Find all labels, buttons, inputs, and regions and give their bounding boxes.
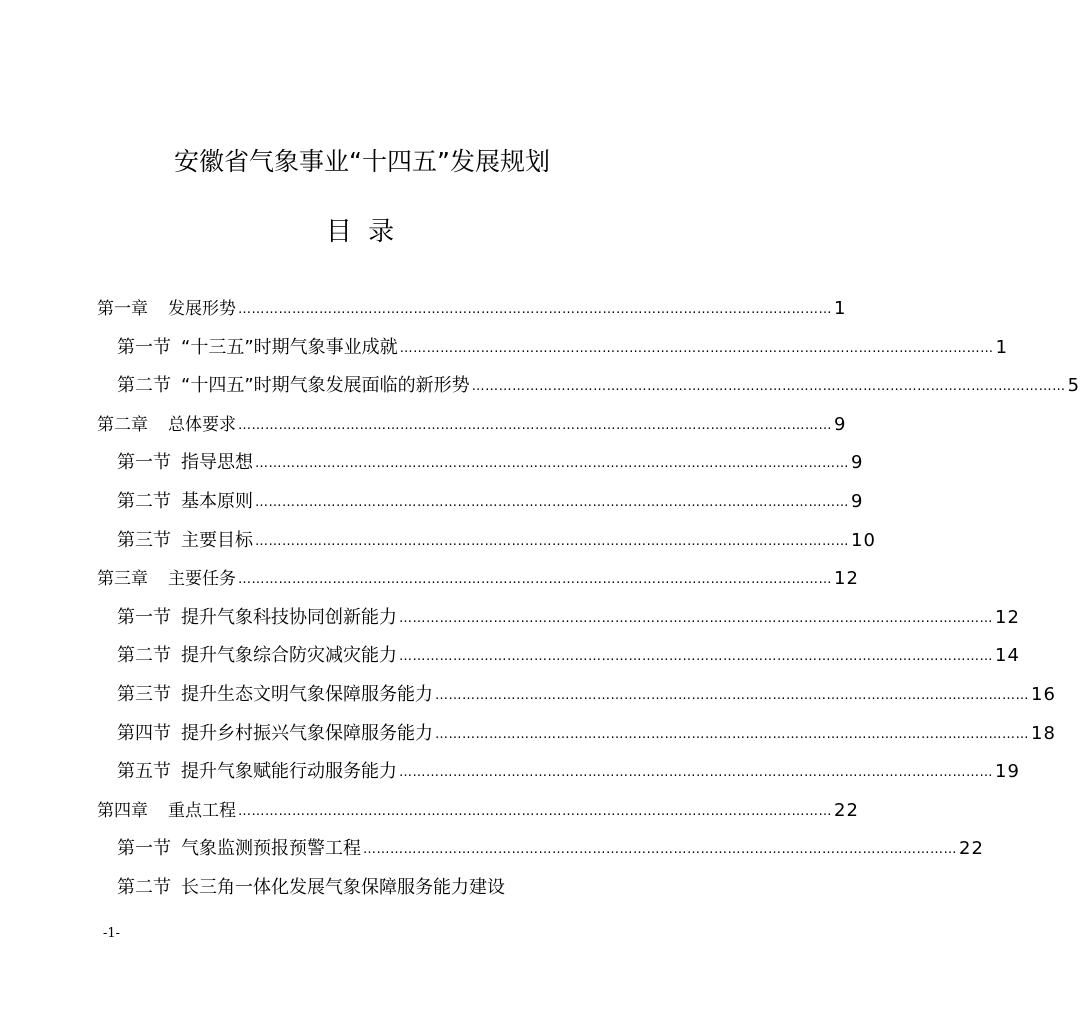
toc-dot-leader: …………………………………………………………………………………………………………………… — [255, 495, 849, 510]
toc-dot-leader: …………………………………………………………………………………………………………………… — [399, 340, 994, 356]
toc-entry-label — [117, 607, 397, 631]
toc-page-number: 10 — [851, 529, 876, 551]
toc-entry-number: 第一节 — [117, 452, 171, 474]
toc-chapter-entry[interactable] — [97, 562, 859, 592]
toc-entry-label — [117, 838, 361, 862]
toc-entry-title: “十三五”时期气象事业成就 — [181, 336, 398, 358]
toc-page-number: 1 — [834, 298, 847, 319]
toc-entry-label — [97, 800, 236, 824]
toc-dot-leader: …………………………………………………………………………………………………………………… — [399, 610, 993, 626]
toc-section-entry[interactable] — [117, 369, 1080, 399]
toc-section-entry[interactable] — [117, 524, 876, 554]
toc-entry-number: 第四章 — [97, 800, 148, 821]
toc-section-entry[interactable] — [117, 755, 1020, 785]
toc-page-number: 12 — [995, 606, 1020, 628]
toc-section-entry[interactable] — [117, 678, 1056, 708]
toc-entry-label — [117, 452, 253, 476]
toc-entry-title: 气象监测预报预警工程 — [181, 838, 361, 860]
toc-dot-leader: …………………………………………………………………………………………………………………… — [238, 302, 832, 317]
toc-entry-label — [117, 491, 253, 515]
document-title: 安徽省气象事业“十四五”发展规划 — [174, 147, 550, 176]
toc-page-number: 12 — [834, 568, 859, 590]
toc-entry-title: 基本原则 — [181, 491, 253, 512]
toc-entry-number: 第三节 — [117, 529, 171, 551]
toc-dot-leader: …………………………………………………………………………………………………………………… — [255, 456, 849, 472]
toc-dot-leader: …………………………………………………………………………………………………………………… — [435, 726, 1029, 742]
toc-section-entry[interactable] — [117, 717, 1056, 747]
toc-chapter-entry[interactable] — [97, 292, 847, 322]
toc-entry-title: “十四五”时期气象发展面临的新形势 — [181, 375, 470, 397]
toc-entry-title: 提升气象科技协同创新能力 — [181, 606, 397, 628]
toc-page-number: 22 — [834, 799, 859, 821]
toc-entry-number: 第二节 — [117, 375, 171, 397]
toc-dot-leader: …………………………………………………………………………………………………………………… — [238, 572, 832, 588]
toc-entry-label — [117, 375, 470, 399]
toc-dot-leader: …………………………………………………………………………………………………………………… — [399, 649, 993, 665]
toc-dot-leader: …………………………………………………………………………………………………………………… — [238, 417, 832, 433]
toc-page-number: 1 — [995, 336, 1009, 358]
toc-entry-label — [97, 414, 236, 438]
toc-section-entry[interactable] — [117, 446, 864, 476]
toc-entry-label — [97, 298, 236, 322]
toc-entry-title: 提升生态文明气象保障服务能力 — [181, 684, 433, 705]
toc-entry-title: 指导思想 — [181, 452, 253, 474]
toc-section-entry[interactable] — [117, 832, 984, 862]
page-number: -1- — [103, 926, 121, 941]
toc-entry-title: 提升气象综合防灾减灾能力 — [181, 645, 397, 667]
toc-entry-number: 第一节 — [117, 336, 171, 358]
toc-dot-leader: …………………………………………………………………………………………………………………… — [255, 533, 849, 549]
toc-section-entry[interactable] — [117, 485, 864, 515]
toc-entry-number: 第二章 — [97, 414, 148, 435]
toc-chapter-entry[interactable] — [97, 408, 847, 438]
toc-section-entry[interactable] — [117, 601, 1020, 631]
toc-entry-title: 主要目标 — [181, 529, 253, 551]
toc-page-number: 22 — [959, 838, 984, 860]
toc-entry-number: 第三节 — [117, 684, 171, 705]
toc-entry-title: 重点工程 — [168, 800, 236, 821]
toc-entry-label — [117, 337, 398, 361]
toc-entry-number: 第一节 — [117, 838, 171, 860]
toc-page-number: 9 — [851, 452, 864, 474]
toc-dot-leader: …………………………………………………………………………………………………………………… — [238, 803, 832, 819]
toc-page-number: 18 — [1031, 722, 1056, 744]
toc-entry-title: 发展形势 — [168, 299, 236, 319]
toc-page-number: 14 — [995, 645, 1020, 667]
toc-entry-title: 提升气象赋能行动服务能力 — [181, 761, 397, 783]
toc-section-entry[interactable] — [117, 871, 647, 901]
toc-entry-title: 总体要求 — [168, 414, 236, 435]
toc-entry-number: 第三章 — [97, 569, 148, 590]
toc-heading: 目 录 — [325, 217, 399, 247]
toc-entry-number: 第一节 — [117, 606, 171, 628]
toc-section-entry[interactable] — [117, 331, 1009, 361]
toc-entry-number: 第二节 — [117, 877, 171, 898]
toc-dot-leader: …………………………………………………………………………………………………………………… — [363, 842, 957, 858]
toc-entry-label — [117, 684, 433, 708]
toc-page-number: 9 — [834, 413, 847, 435]
toc-page-number: 16 — [1031, 684, 1056, 705]
toc-dot-leader: …………………………………………………………………………………………………………………… — [399, 765, 993, 781]
toc-page-number: 9 — [851, 491, 864, 512]
toc-entry-number: 第二节 — [117, 491, 171, 512]
toc-entry-label — [117, 530, 253, 554]
toc-entry-number: 第二节 — [117, 645, 171, 667]
toc-entry-number: 第五节 — [117, 761, 171, 783]
toc-entry-title: 主要任务 — [168, 569, 236, 590]
toc-entry-number: 第四节 — [117, 722, 171, 744]
toc-entry-label — [117, 645, 397, 669]
toc-entry-label — [117, 761, 397, 785]
toc-entry-label — [117, 877, 505, 901]
toc-page-number: 19 — [995, 761, 1020, 783]
toc-page-number: 5 — [1067, 375, 1080, 397]
toc-chapter-entry[interactable] — [97, 794, 859, 824]
toc-entry-title: 提升乡村振兴气象保障服务能力 — [181, 722, 433, 744]
toc-section-entry[interactable] — [117, 639, 1020, 669]
toc-entry-label — [117, 723, 433, 747]
toc-entry-title: 长三角一体化发展气象保障服务能力建设 — [181, 877, 505, 898]
toc-entry-label — [97, 568, 236, 592]
toc-dot-leader: …………………………………………………………………………………………………………………… — [471, 379, 1066, 395]
toc-entry-number: 第一章 — [97, 299, 148, 319]
toc-dot-leader: …………………………………………………………………………………………………………………… — [435, 688, 1029, 703]
